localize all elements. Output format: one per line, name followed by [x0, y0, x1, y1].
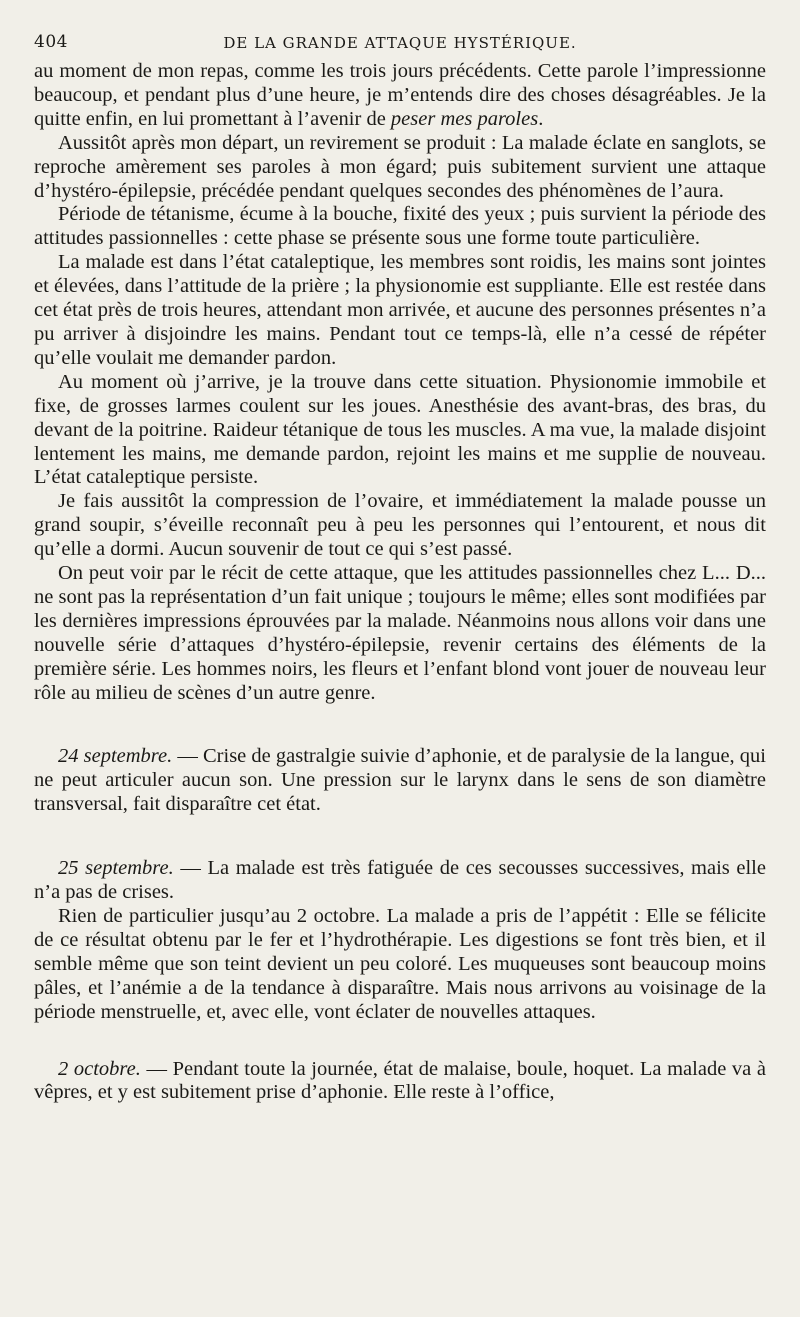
paragraph: On peut voir par le récit de cette attaque, que les attitudes passionnelles chez L... D... ne sont pas la représentation d’un fait unique ; toujours le même; elles sont modifiées par les dernières impressions éprouvées par la malade. Néanmoins nous allons voir dans une nouvelle série d’attaques d’hystéro-épilepsie, revenir certains des éléments de la première série. Les hommes noirs, les fleurs et l’enfant blond vont jouer de nouveau leur rôle au milieu de scènes d’un autre genre. — [34, 562, 766, 704]
italic-emphasis: peser mes paroles — [390, 107, 539, 130]
dated-entry — [34, 857, 766, 905]
dated-entry — [34, 745, 766, 817]
paragraph: Rien de particulier jusqu’au 2 octobre. La malade a pris de l’appétit : Elle se félicite de ce résultat obtenu par le fer et l’hydrothérapie. Les digestions se font très bien, et il semble même que son teint devient un peu coloré. Les muqueuses sont beaucoup moins pâles, et l’anémie a de la tendance à disparaître. Mais nous arrivons au voisinage de la période menstruelle, et, avec elle, vont éclater de nouvelles attaques. — [34, 905, 766, 1023]
paragraph-text-end: . — [538, 107, 544, 130]
entry-text: — La malade est très fatiguée de ces secousses successives, mais elle n’a pas de crises. — [34, 857, 766, 904]
paragraph: La malade est dans l’état cataleptique, les membres sont roidis, les mains sont jointes et élevées, dans l’attitude de la prière ; la physionomie est suppliante. Elle est restée dans cet état près de trois heures, attendant mon arrivée, et aucune des personnes présentes n’a pu arriver à disjoindre les mains. Pendant tout ce temps-là, elle n’a cessé de répéter qu’elle voulait me demander pardon. — [34, 251, 767, 369]
entry-date: 24 septembre. — [58, 745, 173, 768]
paragraph-continuation — [34, 60, 766, 132]
paragraph-text: au moment de mon repas, comme les trois jours précédents. Cette parole l’impressionne beaucoup, et pendant plus d’une heure, je m’entends dire des choses désagréables. Je la quitte enfin, en lui promettant à l’avenir de — [34, 60, 766, 130]
dated-entry — [34, 1058, 766, 1106]
paragraph: Au moment où j’arrive, je la trouve dans cette situation. Physionomie immobile et fixe, de grosses larmes coulent sur les joues. Anesthésie des avant-bras, des bras, du devant de la poitrine. Raideur tétanique de tous les muscles. A ma vue, la malade disjoint lentement les mains, me demande pardon, rejoint les mains et me supplie de nouveau. L’état cataleptique persiste. — [34, 370, 766, 489]
running-title: DE LA GRANDE ATTAQUE HYSTÉRIQUE. — [223, 34, 577, 52]
paragraph: Aussitôt après mon départ, un revirement se produit : La malade éclate en sanglots, se reproche amèrement ses paroles à mon égard; puis subitement survient une attaque d’hystéro-épilepsie, précédée pendant quelques secondes des phénomènes de l’aura. — [34, 131, 766, 202]
paragraph: Période de tétanisme, écume à la bouche, fixité des yeux ; puis survient la période des attitudes passionnelles : cette phase se présente sous une forme toute particulière. — [34, 203, 766, 250]
paragraph: Je fais aussitôt la compression de l’ovaire, et immédiatement la malade pousse un grand soupir, s’éveille reconnaît peu à peu les personnes qui l’entourent, et nous dit qu’elle a dormi. Aucun souvenir de tout ce qui s’est passé. — [34, 490, 766, 561]
entry-text: — Pendant toute la journée, état de malaise, boule, hoquet. La malade va à vêpres, et y est subitement prise d’aphonie. Elle reste à l’office, — [34, 1057, 766, 1104]
page-number: 404 — [34, 32, 68, 52]
entry-text: — Crise de gastralgie suivie d’aphonie, et de paralysie de la langue, qui ne peut articuler aucun son. Une pression sur le larynx dans le sens de son diamètre transversal, fait disparaître cet état. — [34, 745, 766, 816]
running-head — [34, 30, 766, 60]
entry-date: 25 septembre. — [58, 857, 174, 880]
entry-date: 2 octobre. — [58, 1057, 141, 1080]
body-text — [34, 60, 766, 1105]
